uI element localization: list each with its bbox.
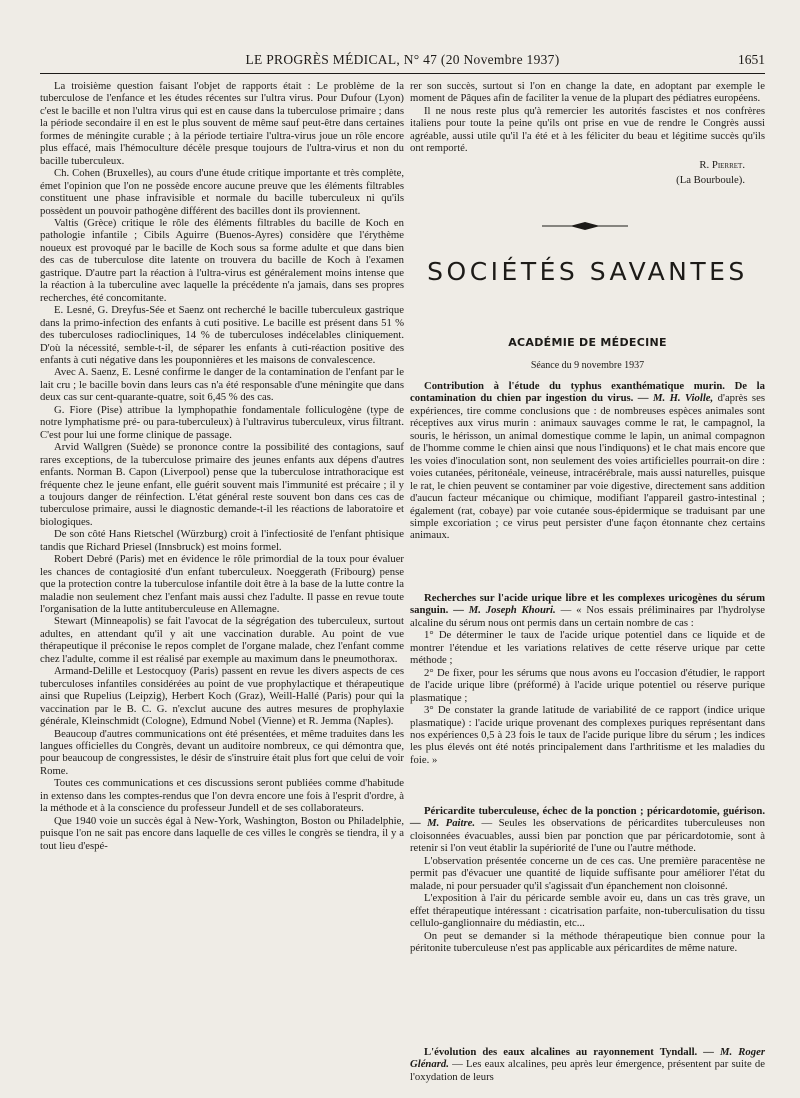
list-item: 2° De fixer, pour les sérums que nous avons eu l'occasion d'étudier, le rapport de l'acide urique libre (préformé) à l'acide urique potentiel ou réserve purique plasmatique ; — [410, 666, 765, 704]
paragraph: E. Lesné, G. Dreyfus-Sée et Saenz ont recherché le bacille tuberculeux gastrique dans la primo-infection des enfants à cuti positive. Le bacille est présent dans 51 % des tuberculoses radiocliniques, 14 % de tuberculoses indécelables cliniquement. D'où la nécessité, semble-t-il, de séparer les enfants à cuti-réaction positive des enfants à cuti négative dans les pouponnières et les maisons de convalescence. — [40, 304, 404, 366]
paragraph: Ch. Cohen (Bruxelles), au cours d'une étude critique importante et très complète, émet l'opinion que l'on ne possède encore aucune preuve que les éléments filtrables constituent une phase infravisible et normale du bacille tuberculeux ni qu'ils possèdent un pouvoir pathogène différent des bacilles dont ils proviennent. — [40, 167, 404, 217]
article-pericardite — [410, 805, 765, 954]
page-number: 1651 — [738, 52, 765, 67]
header-rule — [40, 73, 765, 74]
paragraph: Avec A. Saenz, E. Lesné confirme le danger de la contamination de l'enfant par le lait cru ; le bacille bovin dans leurs cas n'a été responsable d'une méningite que dans deux cas sur cent-quarante-quatre, soit 6,45 % des cas. — [40, 366, 404, 404]
article-body: d'après ses expériences, tire comme conclusions que : de nombreuses espèces animales sont réceptives aux virus murin : animaux sauvages comme le rat, le campagnol, la souris, le hérisson, un animal domestique comme le lapin, un animal compagnon de l'homme comme le chien ainsi que nous l'indiquons) et le chat mais encore que les voies d'inoculation sont, non seulement des voies artificielles pourrait-on dire : voies cutanées, péritonéale, veineuse, intracérébrale, mais aussi naturelles, puisque le rat, le chien peuvent se contaminer par voie digestive, directement sans addition d'aucun facteur mécanique ou chimique, modifiant l'appareil gastro-intestinal ; également (rat, cobaye) par voie cutanée sous-épidermique se traduisant par une simple excoriation ; ce virus peut persister d'une façon étonnante chez certains animaux. — [410, 392, 765, 542]
paragraph: Que 1940 voie un succès égal à New-York, Washington, Boston ou Philadelphie, puisque l'on ne sait pas encore dans laquelle de ces villes le congrès se tiendra, il y a tout lieu d'espé- — [40, 814, 404, 852]
signature-place: (La Bourboule). — [676, 174, 745, 187]
signature-name: R. Pierret. — [699, 158, 745, 171]
article-title: Péricardite tuberculeuse, échec de la ponction ; péricardotomie, guérison. — [424, 805, 765, 817]
article-intro: — « Nos essais préliminaires par l'hydrolyse alcaline du sérum nous ont permis dans un certain nombre de cas : — [410, 604, 766, 629]
paragraph: Arvid Wallgren (Suède) se prononce contre la possibilité des contagions, sauf rares exceptions, de la tuberculose primaire des jeunes enfants aux dépens d'autres enfants. Norman B. Capon (Liverpool) pense que la tuberculose intrathoracique est fréquente chez le jeune enfant, elle guérit souvent mais l'immunité est précaire ; il y a toujours danger de réinfection. L'état général reste souvent bon dans ces cas de tuberculose primaire, aussi le diagnostic demande-t-il les réactions de laboratoire et biologiques. — [40, 441, 404, 528]
right-column-continuation — [410, 80, 765, 187]
article-acide-urique — [410, 592, 765, 766]
article-body: — Les eaux alcalines, peu après leur émergence, présentent par suite de l'oxydation de leurs — [410, 1058, 766, 1083]
paragraph: On peut se demander si la méthode thérapeutique bien connue pour la péritonite tuberculeuse n'est pas applicable aux péricardites de même nature. — [410, 929, 765, 954]
paragraph: L'exposition à l'air du péricarde semble avoir eu, dans un cas très grave, un effet thérapeutique intéressant : cicatrisation parfaite, non-tuberculisation du tissu cellulo-ganglionnaire du médiastin, etc... — [410, 892, 765, 930]
running-title: LE PROGRÈS MÉDICAL, N° 47 (20 Novembre 1937) — [245, 52, 560, 67]
paragraph: Il ne nous reste plus qu'à remercier les autorités fascistes et nos confrères italiens pour toute la peine qu'ils ont prise en vue de rendre le Congrès aussi agréable, aussi utile qu'il l'a été et à les féliciter du beau et légitime succès qu'ils ont remporté. — [410, 104, 765, 155]
article-author: — M. Roger Glénard. — [410, 1046, 765, 1071]
running-header — [40, 52, 765, 72]
article-author: — M. Joseph Khouri. — [453, 604, 556, 617]
article-eaux-alcalines — [410, 1046, 765, 1083]
left-column — [40, 80, 404, 852]
paragraph: Toutes ces communications et ces discussions seront publiées comme d'habitude in extenso dans les comptes-rendus que l'on devra encore une fois à l'esprit d'ordre, à la méthode et à la conscience du professeur Jundell et de ses collaborateurs. — [40, 777, 404, 815]
article-author: — M. H. Violle, — [637, 392, 714, 405]
paragraph: Robert Debré (Paris) met en évidence le rôle primordial de la toux pour évaluer les chances de contagiosité d'un enfant tuberculeux. Noeggerath (Fribourg) pense que la protection contre la tuberculose infantile doit être à la base de la lutte contre la maladie non seulement chez l'enfant mais aussi chez l'adulte. Il passe en revue toute l'organisation de la lutte antituberculeuse en Allemagne. — [40, 553, 404, 616]
section-subtitle: ACADÉMIE DE MÉDECINE — [508, 336, 667, 349]
article-title: L'évolution des eaux alcalines au rayonnement Tyndall. — [424, 1046, 698, 1058]
article-author: — M. Paitre. — [410, 817, 476, 830]
list-item: 3° De constater la grande latitude de variabilité de ce rapport (indice urique plasmatique) : l'acide urique provenant des complexes puriques représentant dans nos expériences 0,5 à 23 fois le taux de l'acide purique libre du sérum ; les indices les plus élevés ont été notés principalement dans l'arthritisme et les maladies du foie. » — [410, 704, 765, 766]
list-item: 1° De déterminer le taux de l'acide urique potentiel dans ce liquide et de montrer l'étendue et les variations relatives de cette réserve urique par cette méthode ; — [410, 629, 765, 667]
article-title: Recherches sur l'acide urique libre et les complexes uricogènes du sérum sanguin. — [410, 592, 765, 617]
paragraph: Beaucoup d'autres communications ont été présentées, et même traduites dans les langues officielles du Congrès, devant un auditoire nombreux, ce qui démontra que, pour beaucoup de congressistes, le désir de s'instruire était plus fort que celui de voir Rome. — [40, 727, 404, 777]
article-body: — Seules les observations de péricardites tuberculeuses non cloisonnées évacuables, aussi bien par ponction que par péricardotomie, sont à retenir si l'on veut établir la supériorité de l'une ou l'autre méthode. — [410, 817, 766, 855]
paragraph: L'observation présentée concerne un de ces cas. Une première paracentèse ne permit pas d'évacuer une quantité de liquide suffisante pour améliorer l'état du malade, ni pour persuader qu'il s'agissait d'un épanchement non cloisonné. — [410, 854, 765, 892]
paragraph: De son côté Hans Rietschel (Würzburg) croit à l'infectiosité de l'enfant phtisique tandis que Richard Priesel (Innsbruck) est moins formel. — [40, 528, 404, 553]
session-date: Séance du 9 novembre 1937 — [530, 360, 645, 371]
paragraph: G. Fiore (Pise) attribue la lymphopathie fondamentale folliculogène (type de notre lymphatisme pré- ou para-tuberculeux) à l'ultravirus tuberculeux, virus filtrant. C'est pour lui une forme clinique de passage. — [40, 403, 404, 441]
paragraph: La troisième question faisant l'objet de rapports était : Le problème de la tuberculose de l'enfance et les études récentes sur l'ultra virus. Pour Dufour (Lyon) c'est le bacille et non l'ultra virus qui est en cause dans la tuberculose primaire ; dans la période secondaire il en est le plus souvent de même sauf peut-être dans certaines formes de méningite curable ; à la période tertiaire l'ultra-virus joue un rôle encore plus effacé, mais l'hémoculture décèle presque toujours de l'ultra-virus et non du bacille tuberculeux. — [40, 80, 404, 167]
ornament-divider — [540, 220, 630, 232]
article-title: Contribution à l'étude du typhus exanthématique murin. De la contamination du chien par ingestion du virus. — [410, 380, 765, 405]
paragraph: rer son succès, surtout si l'on en change la date, en adoptant par exemple le moment de Pâques afin de faciliter la venue de la plupart des pédiatres européens. — [410, 80, 765, 105]
paragraph: Armand-Delille et Lestocquoy (Paris) passent en revue les divers aspects de ces tuberculoses infantiles considérées au point de vue prophylactique et thérapeutique ainsi que Rupelius (Leipzig), Herbert Koch (Graz), Weill-Hallé (Paris) pour qui la vaccination par le B. C. G. n'exclut aucune des autres mesures de prophylaxie générale, Kleinschmidt (Cologne), Edmund Nobel (Vienne) et R. Jemma (Naples). — [40, 665, 404, 728]
section-title: SOCIÉTÉS SAVANTES — [427, 257, 748, 286]
article-typhus — [410, 380, 765, 542]
paragraph: Stewart (Minneapolis) se fait l'avocat de la ségrégation des tuberculeux, surtout adultes, en attendant qu'il y ait une vaccination durable. Au point de vue thérapeutique il préconise le repos complet de l'organe malade, chez l'enfant comme chez l'adulte, comme il est réalisé par exemple au maximum dans le pneumothorax. — [40, 615, 404, 665]
paragraph: Valtis (Grèce) critique le rôle des éléments filtrables du bacille de Koch en pathologie infantile ; Cibils Aguirre (Buenos-Ayres) considère que l'érythème noueux est provoqué par le bacille de Koch sous sa forme adulte et que dans bien des cas de tuberculose dite latente on trouvera du bacille de Koch à l'examen gastrique. D'autre part la réaction à l'ultra-virus est généralement moins intense que la réaction à la tuberculine avec laquelle la précédente n'a jamais, dans ses propres recherches, été concomitante. — [40, 216, 404, 304]
